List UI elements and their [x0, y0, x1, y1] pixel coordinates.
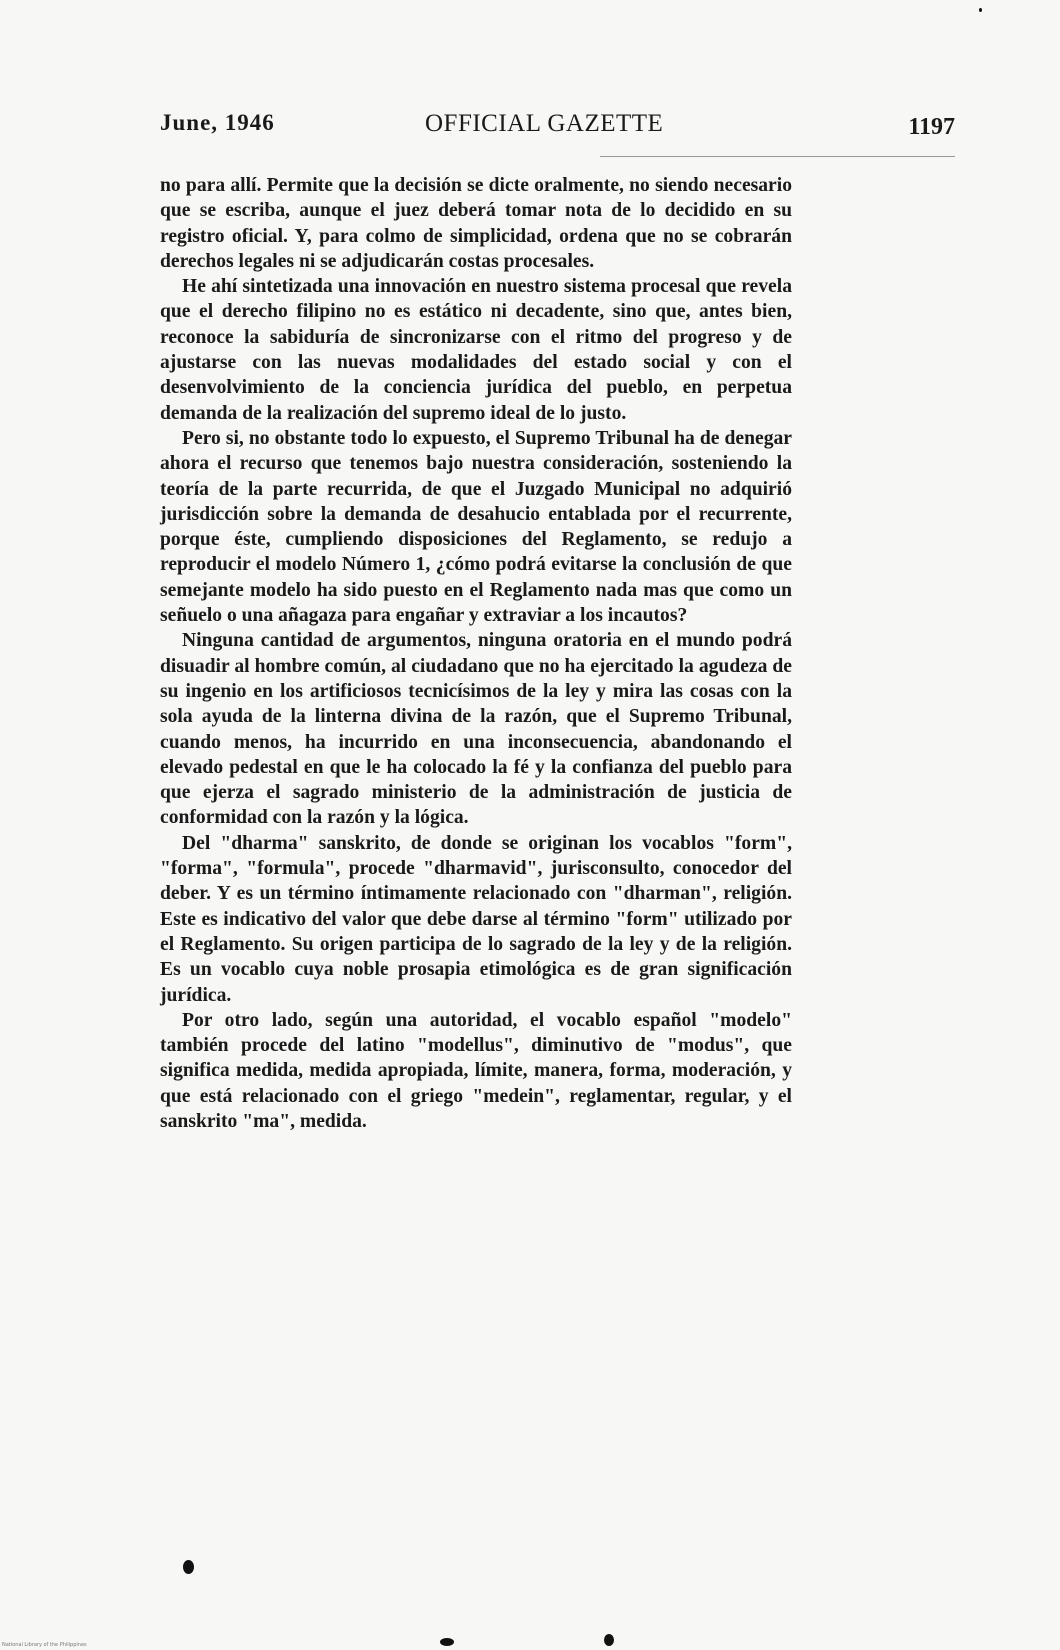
scan-speck — [440, 1638, 454, 1646]
paragraph-5: Del "dharma" sanskrito, de donde se originan los vocablos "form", "forma", "formula", procede "dharmavid", jurisconsulto, conocedor del deber. Y es un término íntimamente relacionado con "dharman", religión. Este es indicativo del valor que debe darse al término "form" utilizado por el Reglamento. Su origen participa de lo sagrado de la ley y de la religión. Es un vocablo cuya noble prosapia etimológica es de gran significación jurídica. — [160, 832, 792, 1006]
paragraph-2: He ahí sintetizada una innovación en nuestro sistema procesal que revela que el derecho filipino no es estático ni decadente, sino que, antes bien, reconoce la sabiduría de sincronizarse con el ritmo del progreso y de ajustarse con las nuevas modalidades del estado social y con el desenvolvimiento de la conciencia jurídica del pueblo, en perpetua demanda de la realización del supremo ideal de lo justo. — [160, 276, 792, 424]
header-publication-title: OFFICIAL GAZETTE — [425, 110, 664, 137]
page-number: 1197 — [908, 114, 955, 140]
scan-speck — [183, 1560, 194, 1574]
running-header — [160, 110, 955, 146]
scan-source-note: National Library of the Philippines — [2, 1642, 87, 1648]
scan-speck — [604, 1634, 614, 1646]
article-body — [160, 173, 792, 1134]
header-date: June, 1946 — [160, 110, 275, 135]
paragraph-1: no para allí. Permite que la decisión se dicte oralmente, no siendo necesario que se escriba, aunque el juez deberá tomar nota de lo decidido en su registro oficial. Y, para colmo de simplicidad, ordena que no se cobrarán derechos legales ni se adjudicarán costas procesales. — [160, 175, 792, 272]
header-rule — [600, 156, 955, 157]
scan-speck — [979, 8, 982, 12]
paragraph-4: Ninguna cantidad de argumentos, ninguna oratoria en el mundo podrá disuadir al hombre común, al ciudadano que no ha ejercitado la agudeza de su ingenio en los artificiosos tecnicísimos de la ley y mira las cosas con la sola ayuda de la linterna divina de la razón, que el Supremo Tribunal, cuando menos, ha incurrido en una inconsecuencia, abandonando el elevado pedestal en que le ha colocado la fé y la confianza del pueblo para que ejerza el sagrado ministerio de la administración de justicia de conformidad con la razón y la lógica. — [160, 630, 792, 829]
paragraph-6: Por otro lado, según una autoridad, el vocablo español "modelo" también procede del latino "modellus", diminutivo de "modus", que significa medida, medida apropiada, límite, manera, forma, moderación, y que está relacionado con el griego "medein", reglamentar, regular, y el sanskrito "ma", medida. — [160, 1009, 792, 1132]
paragraph-3: Pero si, no obstante todo lo expuesto, el Supremo Tribunal ha de denegar ahora el recurso que tenemos bajo nuestra consideración, sosteniendo la teoría de la parte recurrida, de que el Juzgado Municipal no adquirió jurisdicción sobre la demanda de desahucio entablada por el recurrente, porque éste, cumpliendo disposiciones del Reglamento, se redujo a reproducir el modelo Número 1, ¿cómo podrá evitarse la conclusión de que semejante modelo ha sido puesto en el Reglamento nada mas que como un señuelo o una añagaza para engañar y extraviar a los incautos? — [160, 427, 792, 627]
